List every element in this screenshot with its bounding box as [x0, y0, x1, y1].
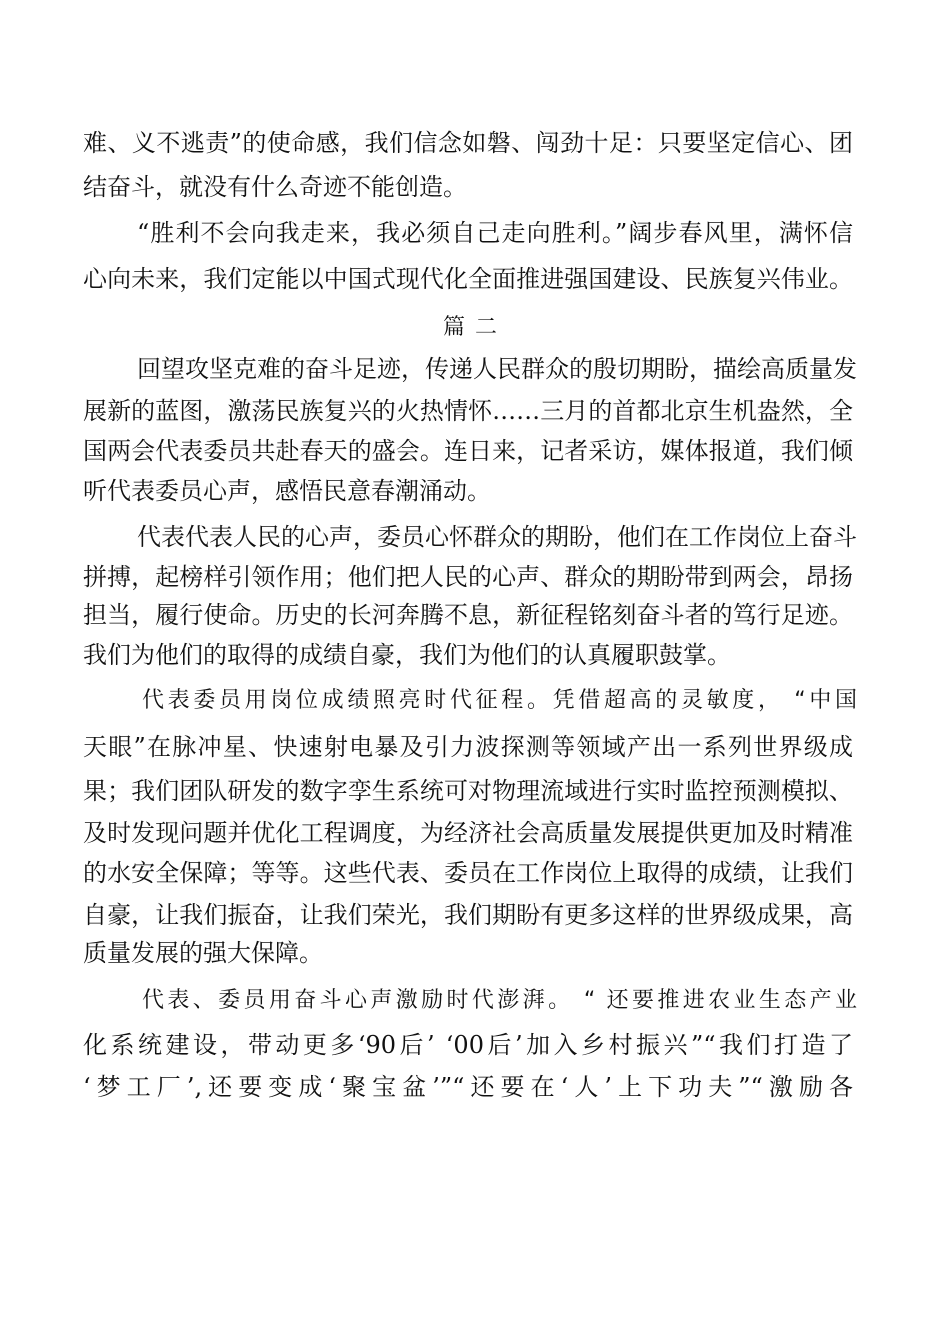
text-line: 代表代表人民的心声，委员心怀群众的期盼，他们在工作岗位上奋斗	[137, 523, 857, 551]
text-line: 自豪，让我们振奋，让我们荣光，我们期盼有更多这样的世界级成果，高	[83, 901, 853, 929]
text-line: 代表委员用岗位成绩照亮时代征程。凭借超高的灵敏度， “中国	[142, 688, 858, 713]
text-line: “胜利不会向我走来，我必须自己走向胜利。”阔步春风里，满怀信	[137, 219, 853, 247]
text-line: 拼搏，起榜样引领作用；他们把人民的心声、群众的期盼带到两会，昂扬	[83, 563, 853, 591]
text-line: 心向未来，我们定能以中国式现代化全面推进强国建设、民族复兴伟业。	[83, 265, 853, 293]
text-line: 及时发现问题并优化工程调度，为经济社会高质量发展提供更加及时精准	[83, 819, 853, 847]
text-line: 难、义不逃责”的使命感，我们信念如磐、闯劲十足：只要坚定信心、团	[83, 129, 853, 157]
text-line: 担当，履行使命。历史的长河奔腾不息，新征程铭刻奋斗者的笃行足迹。	[83, 601, 853, 629]
text-line: ‘梦工厂’,还要变成‘聚宝盆’”“还要在‘人’上下功夫”“激励各	[83, 1073, 853, 1101]
text-line: 的水安全保障；等等。这些代表、委员在工作岗位上取得的成绩，让我们	[83, 859, 853, 887]
text-line: 代表、委员用奋斗心声激励时代澎湃。 “ 还要推进农业生态产业	[142, 988, 858, 1013]
text-line: 化系统建设，带动更多‘90后’ ‘00后’加入乡村振兴”“我们打造了	[83, 1031, 853, 1059]
text-line: 展新的蓝图，激荡民族复兴的火热情怀……三月的首都北京生机盎然，全	[83, 397, 853, 425]
text-line: 质量发展的强大保障。	[83, 939, 323, 967]
text-line: 天眼”在脉冲星、快速射电暴及引力波探测等领域产出一系列世界级成	[83, 733, 853, 761]
text-line: 结奋斗，就没有什么奇迹不能创造。	[83, 173, 467, 201]
text-line: 回望攻坚克难的奋斗足迹，传递人民群众的殷切期盼，描绘高质量发	[137, 355, 857, 383]
text-line: 国两会代表委员共赴春天的盛会。连日来，记者采访，媒体报道，我们倾	[83, 437, 853, 465]
text-line: 听代表委员心声，感悟民意春潮涌动。	[83, 477, 491, 505]
text-line: 果；我们团队研发的数字孪生系统可对物理流域进行实时监控预测模拟、	[83, 777, 853, 805]
section-heading: 篇二	[442, 315, 507, 340]
text-line: 我们为他们的取得的成绩自豪，我们为他们的认真履职鼓掌。	[83, 641, 731, 669]
